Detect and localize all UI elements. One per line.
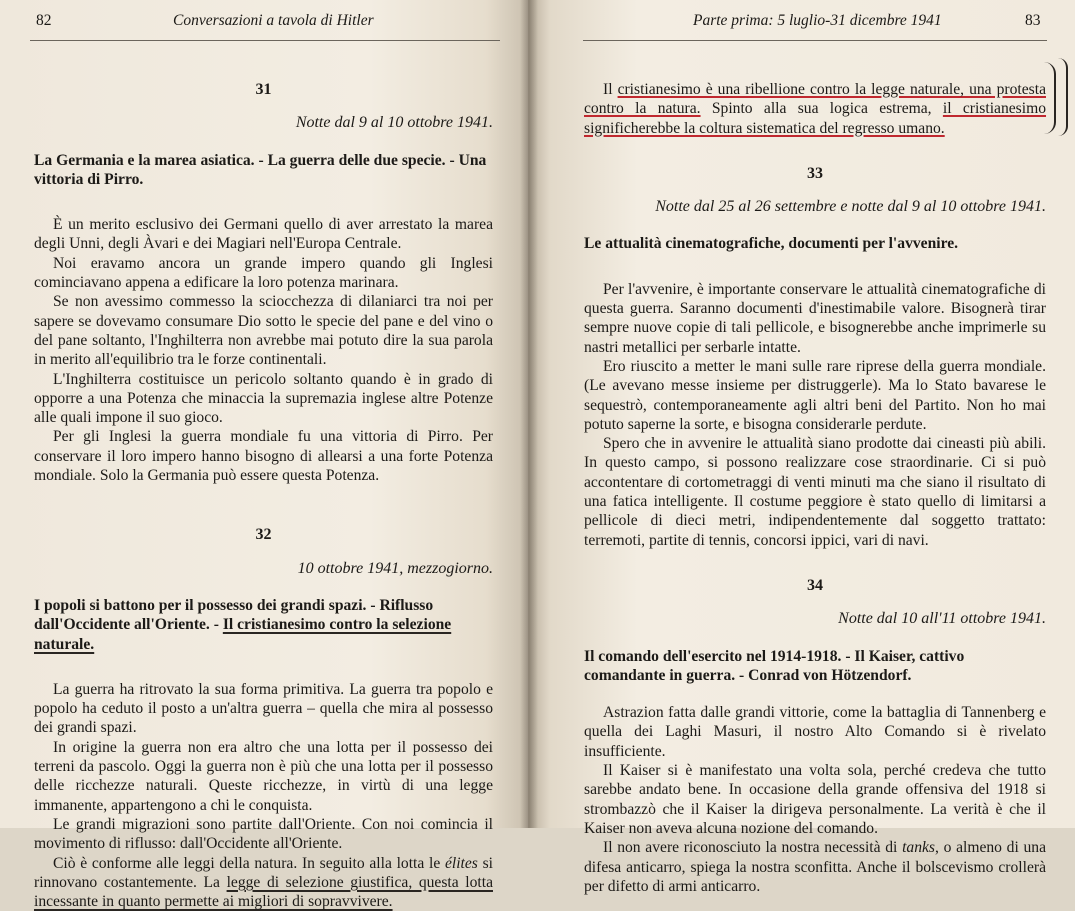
section-title-33: Le attualità cinematografiche, documenti per l'avvenire. (584, 234, 1046, 253)
text-run: Spinto alla sua logica estrema, (701, 100, 943, 117)
running-head-left: Conversazioni a tavola di Hitler (173, 12, 374, 30)
header-rule-right (583, 40, 1047, 41)
paragraph: Il Kaiser si è manifestato una volta sola, perché credeva che tutto sarebbe andato bene. In occasione della grande offensiva del 1918 si strombazzò che il Kaiser la dirigeva personalmente. La verità è che il Kaiser non aveva alcuna nozione del comando. (584, 761, 1046, 838)
text-run: , o almeno di una difesa anticarro, spiega la nostra sconfitta. Anche il bolscevismo crollerà per difetto di armi anticarro. (584, 839, 1046, 895)
paragraph: Astrazion fatta dalle grandi vittorie, come la battaglia di Tannenberg e quella dei Laghi Masuri, il nostro Alto Comando si è rivelato insufficiente. (584, 703, 1046, 761)
text-run: Il (603, 81, 618, 98)
paragraph: Per gli Inglesi la guerra mondiale fu una vittoria di Pirro. Per conservare il loro impero hanno bisogno di allearsi a una forte Potenza mondiale. Solo la Germania può essere questa Potenza. (34, 427, 493, 485)
section-number-32: 32 (34, 525, 493, 544)
paragraph-last (34, 854, 493, 911)
paragraph: Ero riuscito a metter le mani sulle rare riprese della guerra mondiale. (Le avevano messe insieme per distruggerle). Ma lo Stato bavarese le sequestrò, contemporaneamente agli altri beni del Partito. Non ho mai potuto saperne la sorte, e bisogna considerarle perdute. (584, 357, 1046, 434)
running-head-right: Parte prima: 5 luglio-31 dicembre 1941 (693, 12, 942, 30)
section-date-34: Notte dal 10 all'11 ottobre 1941. (584, 609, 1046, 628)
paragraph: Per l'avvenire, è importante conservare le attualità cinematografiche di questa guerra. Saranno documenti d'inestimabile valore. Bisognerà tirar sempre nuove copie di tali pellicole, e bisognerebbe anche imprimerle su nastri metallici per serbarle intatte. (584, 280, 1046, 357)
red-underlined-text: cristianesimo è una ribellione contro la legge naturale, una protesta contro la natura. (584, 81, 1046, 117)
right-page (528, 0, 1075, 828)
page-number-left: 82 (36, 12, 52, 30)
section-title-31: La Germania e la marea asiatica. - La guerra delle due specie. - Una vittoria di Pirro. (34, 151, 493, 190)
paragraph: Spero che in avvenire le attualità siano prodotte dai cineasti più abili. In questo campo, si possono realizzare cose straordinarie. Ci si può accontentare di cortometraggi di venti minuti ma che siano il risultato di una fatica intelligente. Il costume peggiore è stato quello di limitarsi a pellicole di dieci metri, indipendentemente dal soggetto trattato: terremoti, partite di tennis, concorsi ippici, vari di navi. (584, 434, 1046, 550)
paragraph: L'Inghilterra costituisce un pericolo soltanto quando è in grado di opporre a una Potenza che minaccia la supremazia inglese altre Potenze alle quali impone il suo gioco. (34, 370, 493, 428)
left-column (34, 80, 493, 911)
paragraph: La guerra ha ritrovato la sua forma primitiva. La guerra tra popolo e popolo ha ceduto il posto a un'altra guerra – quella che mira al possesso dei grandi spazi. (34, 680, 493, 738)
section-number-34: 34 (584, 576, 1046, 595)
italic-word: tanks (902, 839, 935, 856)
section-date-33: Notte dal 25 al 26 settembre e notte dal 9 al 10 ottobre 1941. (584, 197, 1046, 216)
section-date-32: 10 ottobre 1941, mezzogiorno. (34, 559, 493, 578)
paragraph-last (584, 838, 1046, 896)
left-page (0, 0, 528, 828)
book-gutter (520, 0, 538, 828)
text-run: Ciò è conforme alle leggi della natura. In seguito alla lotta le (53, 855, 445, 872)
continuation-paragraph (584, 80, 1046, 138)
paragraph: Noi eravamo ancora un grande impero quando gli Inglesi cominciavano appena a edificare la loro potenza marinara. (34, 254, 493, 293)
header-rule-left (30, 40, 500, 41)
section-title-34: Il comando dell'esercito nel 1914-1918. - Il Kaiser, cattivo comandante in guerra. - Conrad von Hötzendorf. (584, 647, 1046, 686)
section-number-33: 33 (584, 164, 1046, 183)
italic-word: élites (445, 855, 478, 872)
section-date-31: Notte dal 9 al 10 ottobre 1941. (34, 113, 493, 132)
margin-pen-bracket (1058, 58, 1068, 136)
right-column (584, 80, 1046, 896)
pen-underlined-title: Il cristianesimo contro la selezione naturale. (34, 616, 451, 652)
page-number-right: 83 (1025, 12, 1041, 30)
margin-pen-bracket (1044, 62, 1056, 134)
paragraph: È un merito esclusivo dei Germani quello di aver arrestato la marea degli Unni, degli Àvari e dei Magiari nell'Europa Centrale. (34, 215, 493, 254)
section-number-31: 31 (34, 80, 493, 99)
paragraph: Se non avessimo commesso la sciocchezza di dilaniarci tra noi per sapere se dovevamo consumare Dio sotto le specie del pane e del vino o del pane soltanto, l'Inghilterra non avrebbe mai potuto dire la sua parola in merito all'equilibrio tra le forze continentali. (34, 292, 493, 369)
pen-underlined-text: legge di selezione giustifica, questa lotta incessante in quanto permette ai migliori di sopravvivere. (34, 874, 493, 910)
title-plain: I popoli si battono per il possesso dei grandi spazi. - Riflusso dall'Occidente all'Oriente. - (34, 597, 433, 633)
text-run: si rinnovano costantemente. La (34, 855, 493, 891)
red-underlined-text: il cristianesimo significherebbe la coltura sistematica del regresso umano. (584, 100, 1046, 136)
text-run: Il non avere riconosciuto la nostra necessità di (603, 839, 902, 856)
section-title-32 (34, 596, 493, 654)
paragraph: Le grandi migrazioni sono partite dall'Oriente. Con noi comincia il movimento di riflusso: dall'Occidente all'Oriente. (34, 815, 493, 854)
paragraph: In origine la guerra non era altro che una lotta per il possesso dei terreni da pascolo. Oggi la guerra non è più che una lotta per il possesso delle ricchezze naturali. Queste ricchezze, in virtù di una legge immanente, appartengono a chi le conquista. (34, 738, 493, 815)
